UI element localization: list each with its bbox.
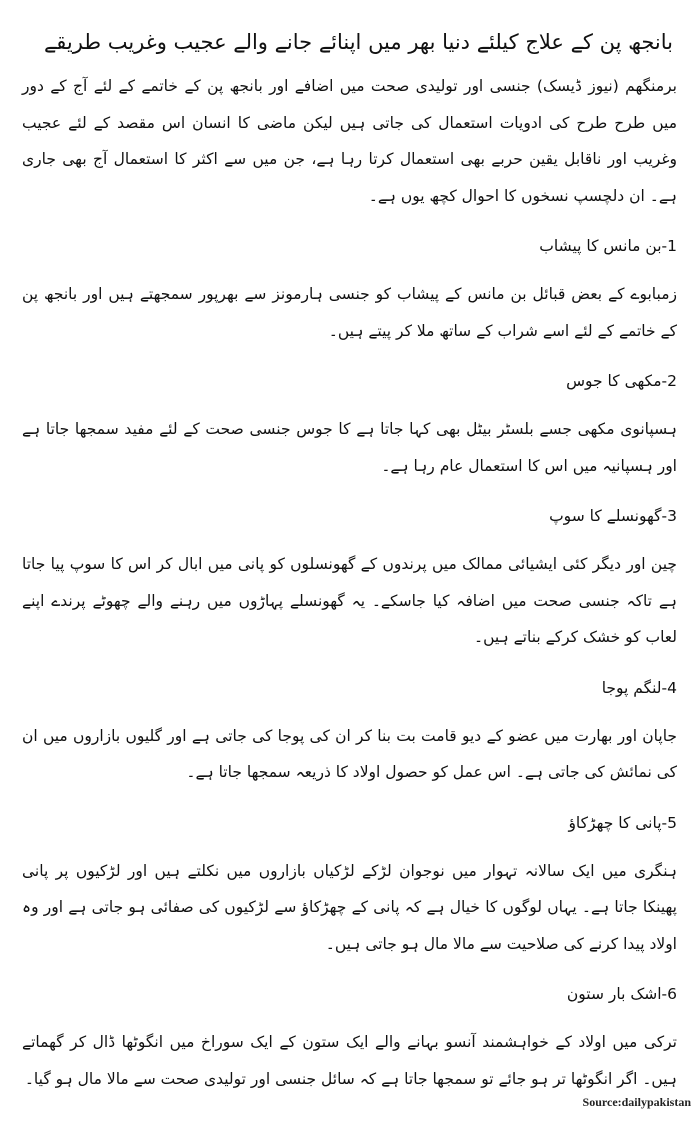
section-1 bbox=[22, 228, 677, 349]
article-title: بانجھ پن کے علاج کیلئے دنیا بھر میں اپنائے جانے والے عجیب وغریب طریقے bbox=[43, 30, 673, 54]
section-body: چین اور دیگر کئی ایشیائی ممالک میں پرندوں کے گھونسلوں کو پانی میں ابال کر اس کا سوپ پیا جاتا ہے تاکہ جنسی صحت میں اضافہ کیا جاسکے۔ یہ گھونسلے پہاڑوں میں رہنے والے چھوٹے پرندے اپنے لعاب کو خشک کرکے بناتے ہیں۔ bbox=[22, 555, 677, 646]
section-body: ہنگری میں ایک سالانہ تہوار میں نوجوان لڑکے لڑکیاں بازاروں میں نکلتے ہیں اور لڑکیوں پر پانی پھینکا جاتا ہے۔ یہاں لوگوں کا خیال ہے کہ پانی کے چھڑکاؤ سے لڑکیوں کی صفائی ہو جاتی ہے اور وہ اولاد پیدا کرنے کی صلاحیت سے مالا مال ہو جاتی ہیں۔ bbox=[22, 861, 677, 953]
section-heading: 2-مکھی کا جوس bbox=[566, 372, 677, 390]
section-heading: 1-بن مانس کا پیشاب bbox=[539, 237, 677, 255]
section-4 bbox=[22, 670, 677, 791]
section-heading: 5-پانی کا چھڑکاؤ bbox=[568, 813, 677, 832]
section-heading: 3-گھونسلے کا سوپ bbox=[549, 507, 677, 525]
section-body: جاپان اور بھارت میں عضو کے دیو قامت بت بنا کر ان کی پوجا کی جاتی ہے اور گلیوں بازاروں میں ان کی نمائش کی جاتی ہے۔ اس عمل کو حصول اولاد کا ذریعہ سمجھا جاتا ہے۔ bbox=[22, 726, 677, 781]
section-body: ترکی میں اولاد کے خواہشمند آنسو بہانے والے ایک ستون کے ایک سوراخ میں انگوٹھا ڈال کر گھماتے ہیں۔ اگر انگوٹھا تر ہو جائے تو سمجھا جاتا ہے کہ سائل جنسی اور تولیدی صحت سے مالا مال ہو گیا۔ bbox=[22, 1033, 677, 1088]
sections-list bbox=[22, 228, 677, 1097]
source-credit: Source:dailypakistan bbox=[582, 1095, 691, 1109]
section-heading: 6-اشک بار ستون bbox=[566, 985, 677, 1003]
section-6 bbox=[22, 976, 677, 1097]
section-5 bbox=[22, 805, 677, 963]
section-3 bbox=[22, 498, 677, 656]
section-2 bbox=[22, 363, 677, 484]
section-heading: 4-لنگم پوجا bbox=[601, 678, 677, 697]
section-body: زمبابوے کے بعض قبائل بن مانس کے پیشاب کو جنسی ہارمونز سے بھرپور سمجھتے ہیں اور بانجھ پن کے خاتمے کے لئے اسے شراب کے ساتھ ملا کر پیتے ہیں۔ bbox=[22, 285, 677, 340]
section-body: ہسپانوی مکھی جسے بلسٹر بیٹل بھی کہا جاتا ہے کا جوس جنسی صحت کے لئے مفید سمجھا جاتا ہے اور ہسپانیہ میں اس کا استعمال عام رہا ہے۔ bbox=[22, 420, 677, 475]
intro-paragraph: برمنگھم (نیوز ڈیسک) جنسی اور تولیدی صحت میں اضافے اور بانجھ پن کے خاتمے کے لئے آج کے دور میں طرح طرح کی ادویات استعمال کی جاتی ہیں لیکن ماضی کا انسان اس مقصد کے لئے عجیب وغریب اور ناقابل یقین حربے بھی استعمال کرتا رہا ہے، جن میں سے اکثر کا استعمال آج بھی جاری ہے۔ ان دلچسپ نسخوں کا احوال کچھ یوں ہے۔ bbox=[22, 77, 677, 205]
